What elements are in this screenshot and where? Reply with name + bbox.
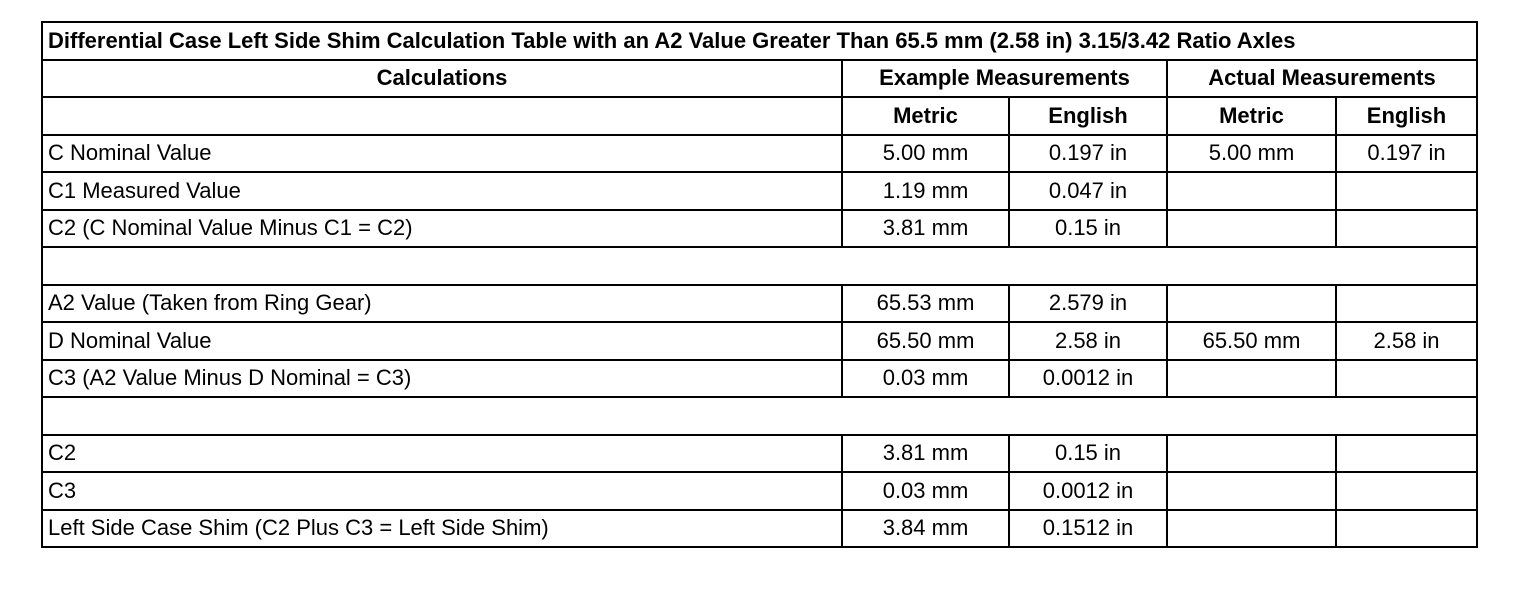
table-row [42,135,1477,173]
table-row [42,172,1477,210]
row-label: C1 Measured Value [42,172,842,210]
actual-english-value [1336,435,1477,473]
row-label: C2 [42,435,842,473]
table-row [42,472,1477,510]
row-label: C3 [42,472,842,510]
example-metric-value: 3.81 mm [842,210,1009,248]
example-metric-value: 0.03 mm [842,472,1009,510]
example-english-value: 2.58 in [1009,322,1167,360]
table-row [42,435,1477,473]
empty-cell [42,97,842,135]
row-label: C3 (A2 Value Minus D Nominal = C3) [42,360,842,398]
example-metric-header: Metric [842,97,1009,135]
actual-metric-value [1167,472,1336,510]
spacer-row [42,247,1477,285]
actual-metric-value: 5.00 mm [1167,135,1336,173]
example-english-header: English [1009,97,1167,135]
example-metric-value: 0.03 mm [842,360,1009,398]
actual-english-value [1336,510,1477,548]
actual-english-value: 0.197 in [1336,135,1477,173]
table-row [42,510,1477,548]
actual-metric-value [1167,172,1336,210]
example-english-value: 0.15 in [1009,435,1167,473]
actual-metric-value [1167,210,1336,248]
row-label: C2 (C Nominal Value Minus C1 = C2) [42,210,842,248]
actual-metric-header: Metric [1167,97,1336,135]
actual-english-value [1336,472,1477,510]
actual-metric-value [1167,285,1336,323]
example-metric-value: 3.81 mm [842,435,1009,473]
actual-english-value: 2.58 in [1336,322,1477,360]
table-title: Differential Case Left Side Shim Calculation Table with an A2 Value Greater Than 65.5 mm (2.58 in) 3.15/3.42 Ratio Axles [42,22,1477,60]
group-header-row [42,60,1477,98]
example-english-value: 0.0012 in [1009,360,1167,398]
spacer-cell [42,247,1477,285]
actual-metric-value [1167,360,1336,398]
example-english-value: 2.579 in [1009,285,1167,323]
example-english-value: 0.0012 in [1009,472,1167,510]
example-metric-value: 5.00 mm [842,135,1009,173]
unit-header-row [42,97,1477,135]
example-english-value: 0.1512 in [1009,510,1167,548]
spacer-cell [42,397,1477,435]
actual-measurements-header: Actual Measurements [1167,60,1477,98]
row-label: D Nominal Value [42,322,842,360]
row-label: Left Side Case Shim (C2 Plus C3 = Left Side Shim) [42,510,842,548]
actual-metric-value: 65.50 mm [1167,322,1336,360]
row-label: A2 Value (Taken from Ring Gear) [42,285,842,323]
example-measurements-header: Example Measurements [842,60,1167,98]
actual-english-value [1336,210,1477,248]
calculations-header: Calculations [42,60,842,98]
table-row [42,285,1477,323]
title-row [42,22,1477,60]
example-english-value: 0.047 in [1009,172,1167,210]
example-english-value: 0.197 in [1009,135,1167,173]
actual-metric-value [1167,510,1336,548]
example-metric-value: 65.50 mm [842,322,1009,360]
table-row [42,360,1477,398]
shim-calculation-table [41,21,1478,548]
example-metric-value: 1.19 mm [842,172,1009,210]
table-row [42,210,1477,248]
actual-english-value [1336,360,1477,398]
actual-english-value [1336,172,1477,210]
example-english-value: 0.15 in [1009,210,1167,248]
example-metric-value: 65.53 mm [842,285,1009,323]
actual-english-header: English [1336,97,1477,135]
table-row [42,322,1477,360]
row-label: C Nominal Value [42,135,842,173]
spacer-row [42,397,1477,435]
actual-metric-value [1167,435,1336,473]
actual-english-value [1336,285,1477,323]
example-metric-value: 3.84 mm [842,510,1009,548]
